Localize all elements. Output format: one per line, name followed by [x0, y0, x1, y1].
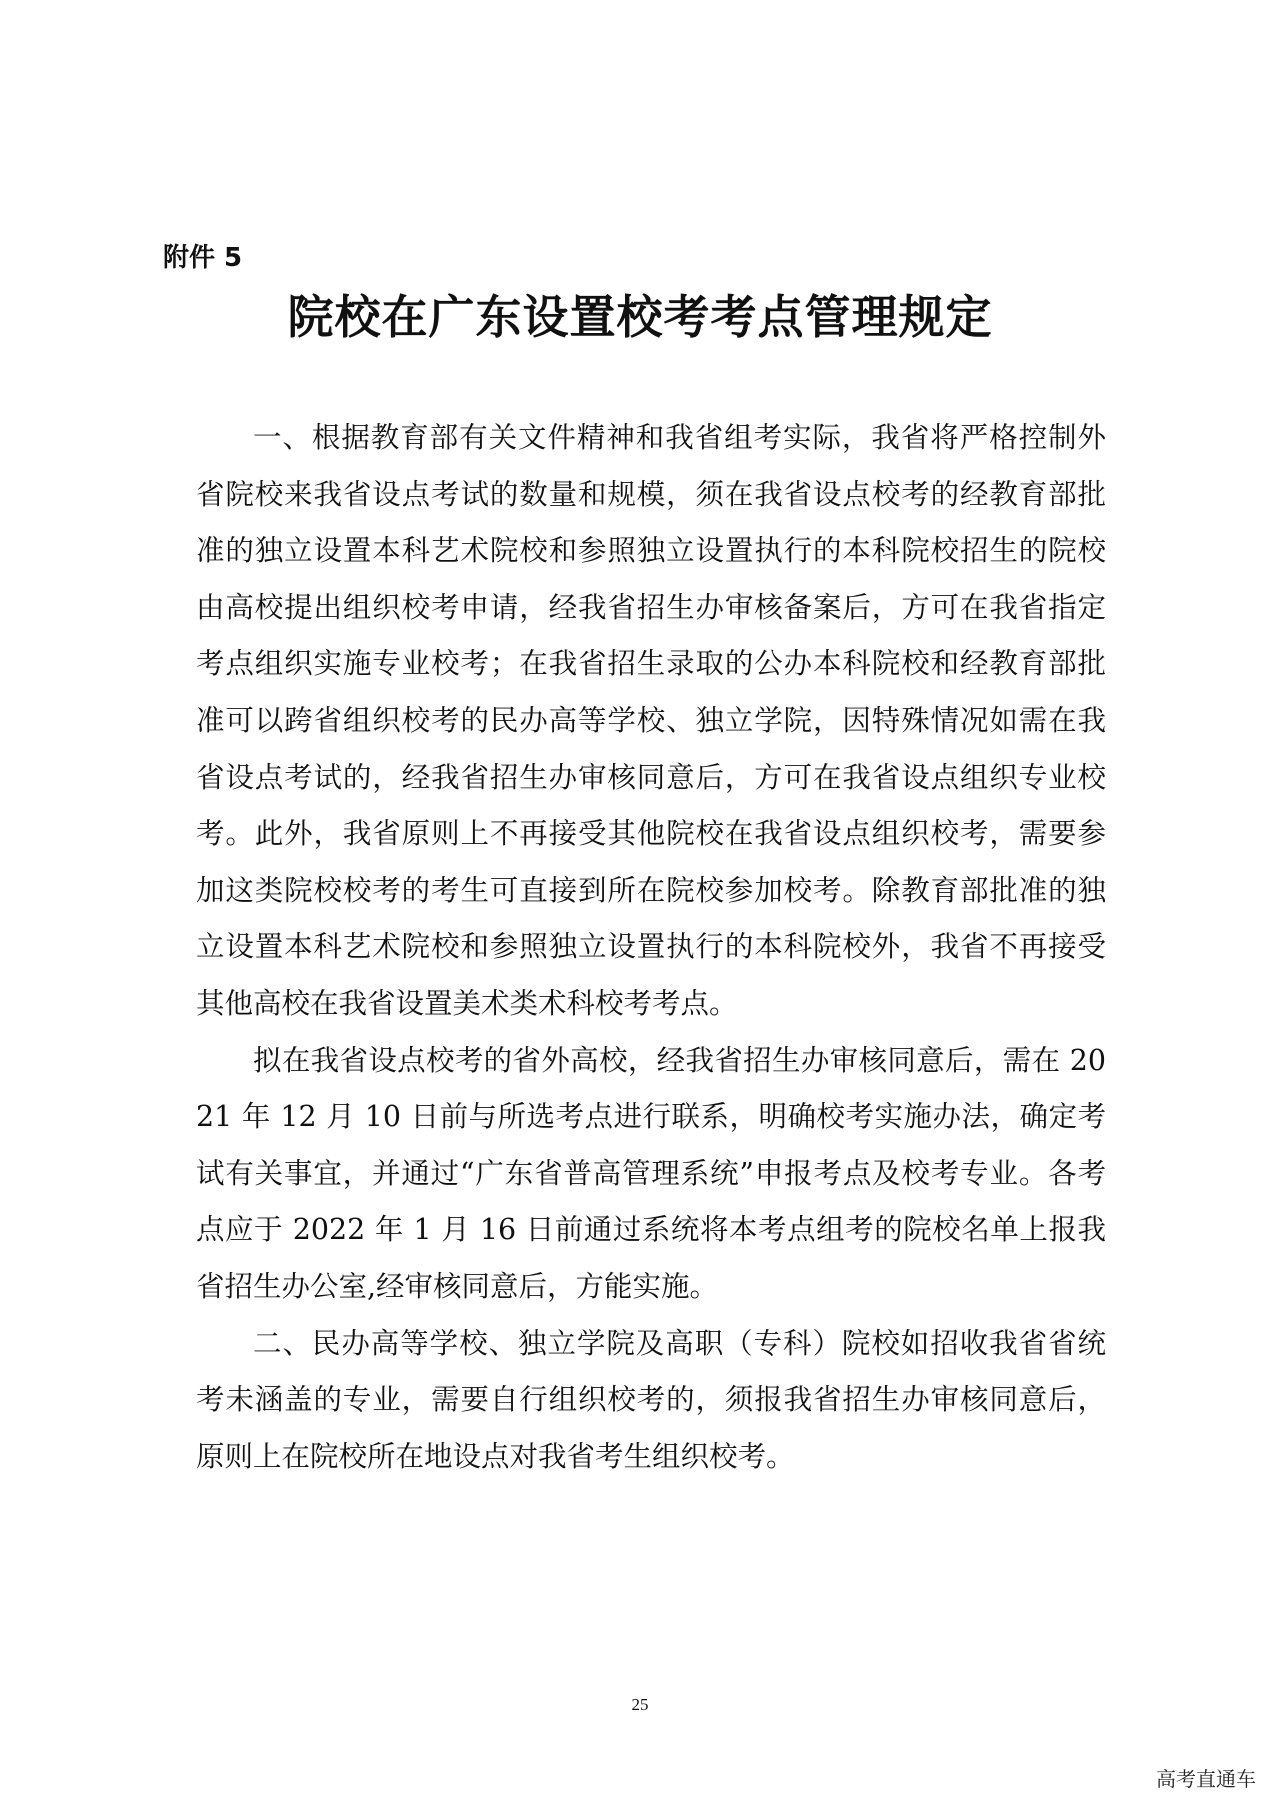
paragraph-1: 一、根据教育部有关文件精神和我省组考实际，我省将严格控制外省院校来我省设点考试的数量和规模，须在我省设点校考的经教育部批准的独立设置本科艺术院校和参照独立设置执行的本科院校招生的院校由高校提出组织校考申请，经我省招生办审核备案后，方可在我省指定考点组织实施专业校考；在我省招生录取的公办本科院校和经教育部批准可以跨省组织校考的民办高等学校、独立学院，因特殊情况如需在我省设点考试的，经我省招生办审核同意后，方可在我省设点组织专业校考。此外，我省原则上不再接受其他院校在我省设点组织校考，需要参加这类院校校考的考生可直接到所在院校参加校考。除教育部批准的独立设置本科艺术院校和参照独立设置执行的本科院校外，我省不再接受其他高校在我省设置美术类术科校考考点。 [196, 421, 1106, 1020]
paragraph-2: 拟在我省设点校考的省外高校，经我省招生办审核同意后，需在 2021 年 12 月 10 日前与所选考点进行联系，明确校考实施办法，确定考试有关事宜，并通过“广东省普高管理系统”申报考点及校考专业。各考点应于 2022 年 1 月 16 日前通过系统将本考点组考的院校名单上报我省招生办公室,经审核同意后，方能实施。 [196, 1043, 1106, 1303]
paragraph-3: 二、民办高等学校、独立学院及高职（专科）院校如招收我省省统考未涵盖的专业，需要自行组织校考的，须报我省招生办审核同意后，原则上在院校所在地设点对我省考生组织校考。 [196, 1326, 1106, 1473]
body-text [196, 410, 1106, 1485]
attachment-label: 附件 5 [163, 243, 243, 273]
document-title: 院校在广东设置校考考点管理规定 [287, 290, 993, 344]
page-number: 25 [631, 1695, 649, 1714]
watermark: 高考直通车 [1156, 1767, 1256, 1791]
